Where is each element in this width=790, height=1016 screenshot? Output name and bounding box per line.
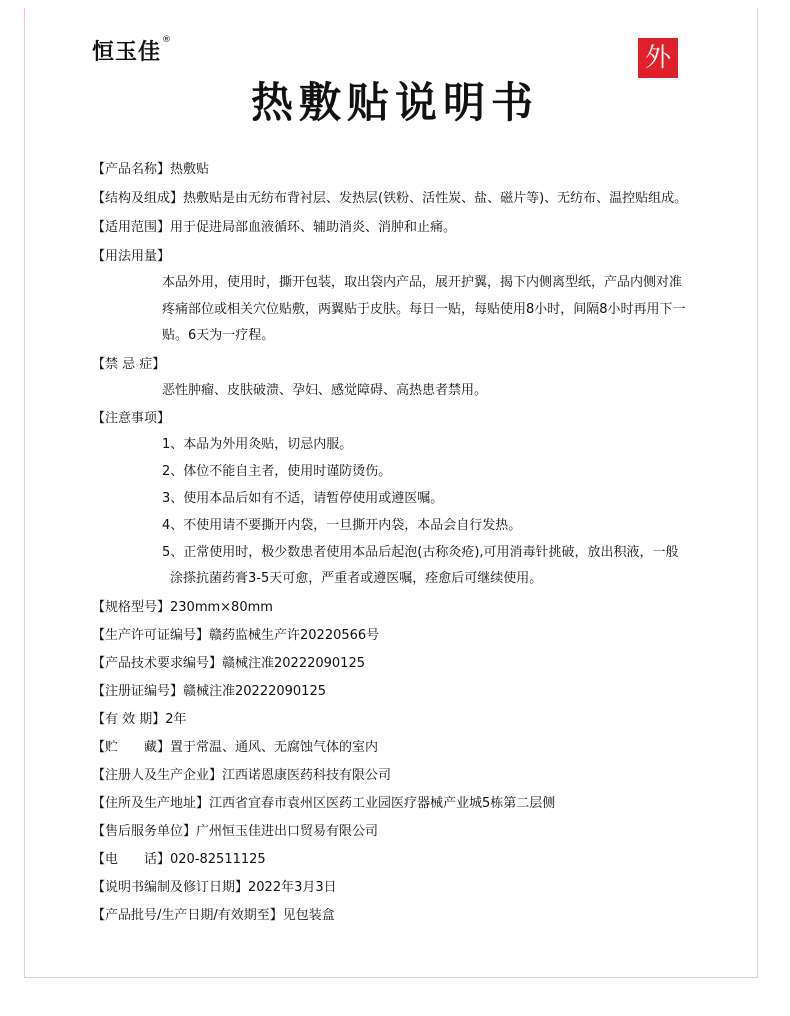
validity-row — [92, 710, 187, 730]
storage-value: 置于常温、通风、无腐蚀气体的室内 — [170, 740, 379, 755]
reg-cert-row — [92, 682, 326, 702]
spec-value: 230mm×80mm — [170, 600, 273, 615]
registrant-value: 江西诺恩康医药科技有限公司 — [222, 768, 392, 783]
phone-value: 020-82511125 — [170, 852, 266, 867]
tech-req-row — [92, 654, 365, 674]
address-row — [92, 794, 555, 814]
precaution-item: 1、本品为外用灸贴，切忌内服。 — [162, 437, 353, 452]
reg-cert-label: 【注册证编号】 — [92, 684, 184, 699]
precaution-item-continued: 涂搽抗菌药膏3-5天可愈，严重者或遵医嘱，痊愈后可继续使用。 — [170, 571, 543, 586]
document-title: 热敷贴说明书 — [250, 78, 539, 127]
brand-logo — [92, 35, 172, 66]
product-name-label: 【产品名称】 — [92, 162, 171, 177]
structure-row — [92, 189, 687, 209]
precaution-item: 2、体位不能自主者，使用时谨防烫伤。 — [162, 464, 392, 479]
revision-date-label: 【说明书编制及修订日期】 — [92, 880, 249, 895]
batch-label: 【产品批号/生产日期/有效期至】 — [92, 908, 283, 923]
validity-label: 【有 效 期】 — [92, 712, 166, 727]
production-license-label: 【生产许可证编号】 — [92, 628, 210, 643]
production-license-row — [92, 626, 379, 646]
address-value: 江西省宜春市袁州区医药工业园医疗器械产业城5栋第二层侧 — [209, 796, 556, 811]
registrant-row — [92, 766, 391, 786]
brand-name: 恒玉佳 — [92, 40, 162, 65]
usage-paragraph: 本品外用，使用时，撕开包装，取出袋内产品，展开护翼，揭下内侧离型纸，产品内侧对准疼痛部位或相关穴位贴敷，两翼贴于皮肤。每日一贴，每贴使用8小时，间隔8小时再用下一贴。6天为一疗程。 — [162, 275, 686, 343]
after-sales-value: 广州恒玉佳进出口贸易有限公司 — [196, 824, 379, 839]
usage-row — [92, 247, 170, 267]
after-sales-row — [92, 822, 378, 842]
precaution-item: 4、不使用请不要撕开内袋，一旦撕开内袋，本品会自行发热。 — [162, 518, 522, 533]
structure-label: 【结构及组成】 — [92, 191, 184, 206]
precaution-item: 5、正常使用时，极少数患者使用本品后起泡(古称灸疮),可用消毒针挑破，放出积液，一般 — [162, 545, 679, 560]
registrant-label: 【注册人及生产企业】 — [92, 768, 223, 783]
after-sales-label: 【售后服务单位】 — [92, 824, 197, 839]
structure-value: 热敷贴是由无纺布背衬层、发热层(铁粉、活性炭、盐、磁片等)、无纺布、温控贴组成。 — [183, 191, 688, 206]
validity-value: 2年 — [165, 712, 187, 727]
batch-row — [92, 906, 335, 926]
usage-label: 【用法用量】 — [92, 249, 171, 264]
contraindications-label: 【禁 忌 症】 — [92, 357, 166, 372]
precautions-label: 【注意事项】 — [92, 411, 171, 426]
reg-cert-value: 赣械注准20222090125 — [183, 684, 326, 699]
external-use-badge: 外 — [638, 38, 678, 78]
contraindications-row — [92, 355, 165, 375]
scope-row — [92, 218, 456, 238]
contraindications-value: 恶性肿瘤、皮肤破溃、孕妇、感觉障碍、高热患者禁用。 — [162, 383, 488, 398]
scope-label: 【适用范围】 — [92, 220, 171, 235]
phone-label: 【电 话】 — [92, 852, 171, 867]
product-name-row — [92, 160, 209, 180]
scope-value: 用于促进局部血液循环、辅助消炎、消肿和止痛。 — [170, 220, 457, 235]
spec-row — [92, 598, 273, 618]
product-name-value: 热敷贴 — [170, 162, 210, 177]
storage-label: 【贮 藏】 — [92, 740, 171, 755]
registered-mark: ® — [162, 35, 173, 45]
storage-row — [92, 738, 378, 758]
tech-req-label: 【产品技术要求编号】 — [92, 656, 223, 671]
precaution-item: 3、使用本品后如有不适，请暂停使用或遵医嘱。 — [162, 491, 444, 506]
tech-req-value: 赣械注准20222090125 — [222, 656, 365, 671]
spec-label: 【规格型号】 — [92, 600, 171, 615]
revision-date-row — [92, 878, 337, 898]
production-license-value: 赣药监械生产许20220566号 — [209, 628, 380, 643]
batch-value: 见包装盒 — [282, 908, 335, 923]
precautions-row — [92, 409, 170, 429]
phone-row — [92, 850, 266, 870]
revision-date-value: 2022年3月3日 — [248, 880, 337, 895]
address-label: 【住所及生产地址】 — [92, 796, 210, 811]
